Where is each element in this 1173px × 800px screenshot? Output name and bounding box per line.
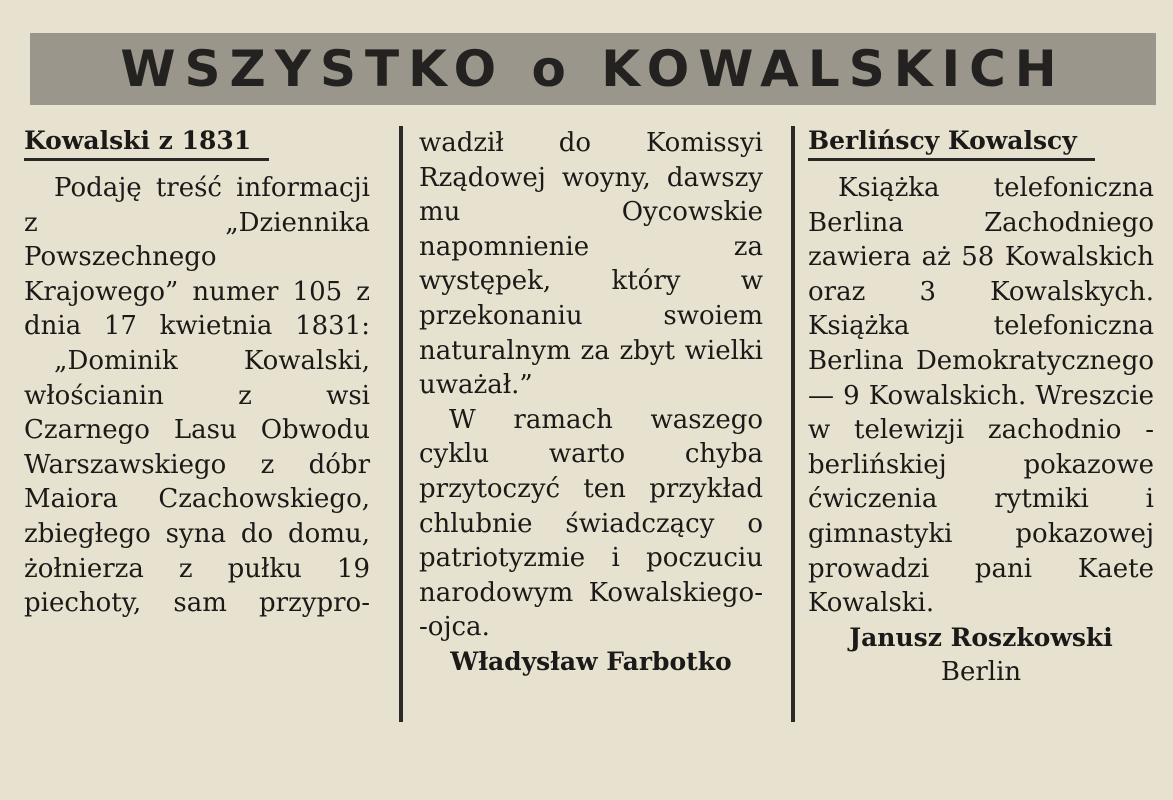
column-divider bbox=[399, 126, 403, 722]
column-divider bbox=[791, 126, 795, 722]
article-heading: Berlińscy Kowalscy bbox=[808, 124, 1095, 161]
article-berlinscy-kowalscy bbox=[808, 124, 1154, 690]
article-paragraph: W ramach waszego cyklu warto chyba przytoczyć ten przykład chlubnie świadczący o patriotyzmie i poczuciu narodowym Kowalskiego--ojca. bbox=[419, 404, 763, 643]
article-continuation bbox=[419, 124, 763, 680]
author-location: Berlin bbox=[940, 657, 1022, 688]
article-paragraph: wadził do Komissyi Rządowej woyny, dawszy mu Oycowskie napomnienie za występek, który w przekonaniu swoiem naturalnym za zbyt wielki uważał.” bbox=[419, 128, 763, 401]
author-signature: Władysław Farbotko bbox=[450, 646, 732, 676]
article-paragraph: „Dominik Kowalski, włościanin z wsi Czarnego Lasu Obwodu Warszawskiego z dóbr Maiora Czachowskiego, zbiegłego syna do domu, żołnierza z pułku 19 piechoty, sam przypro- bbox=[24, 345, 370, 619]
article-body bbox=[419, 126, 763, 645]
title-banner bbox=[30, 33, 1156, 105]
article-body bbox=[24, 171, 370, 621]
article-paragraph: Książka telefoniczna Berlina Zachodniego zawiera aż 58 Kowalskich oraz 3 Kowalskych. Książka telefoniczna Berlina Demokratycznego — 9 Kowalskich. Wreszcie w telewizji zachodnio - berlińskiej pokazowe ćwiczenia rytmiki i gimnastyki pokazowej prowadzi pani Kaete Kowalski. bbox=[808, 173, 1154, 619]
article-heading: Kowalski z 1831 bbox=[24, 124, 269, 161]
article-kowalski-1831 bbox=[24, 124, 370, 621]
article-paragraph: Podaję treść informacji z „Dziennika Powszechnego Krajowego” numer 105 z dnia 17 kwietnia 1831: bbox=[24, 173, 370, 342]
author-signature: Janusz Roszkowski bbox=[849, 622, 1113, 652]
article-body bbox=[808, 171, 1154, 621]
page-title: WSZYSTKO o KOWALSKICH bbox=[120, 40, 1066, 98]
